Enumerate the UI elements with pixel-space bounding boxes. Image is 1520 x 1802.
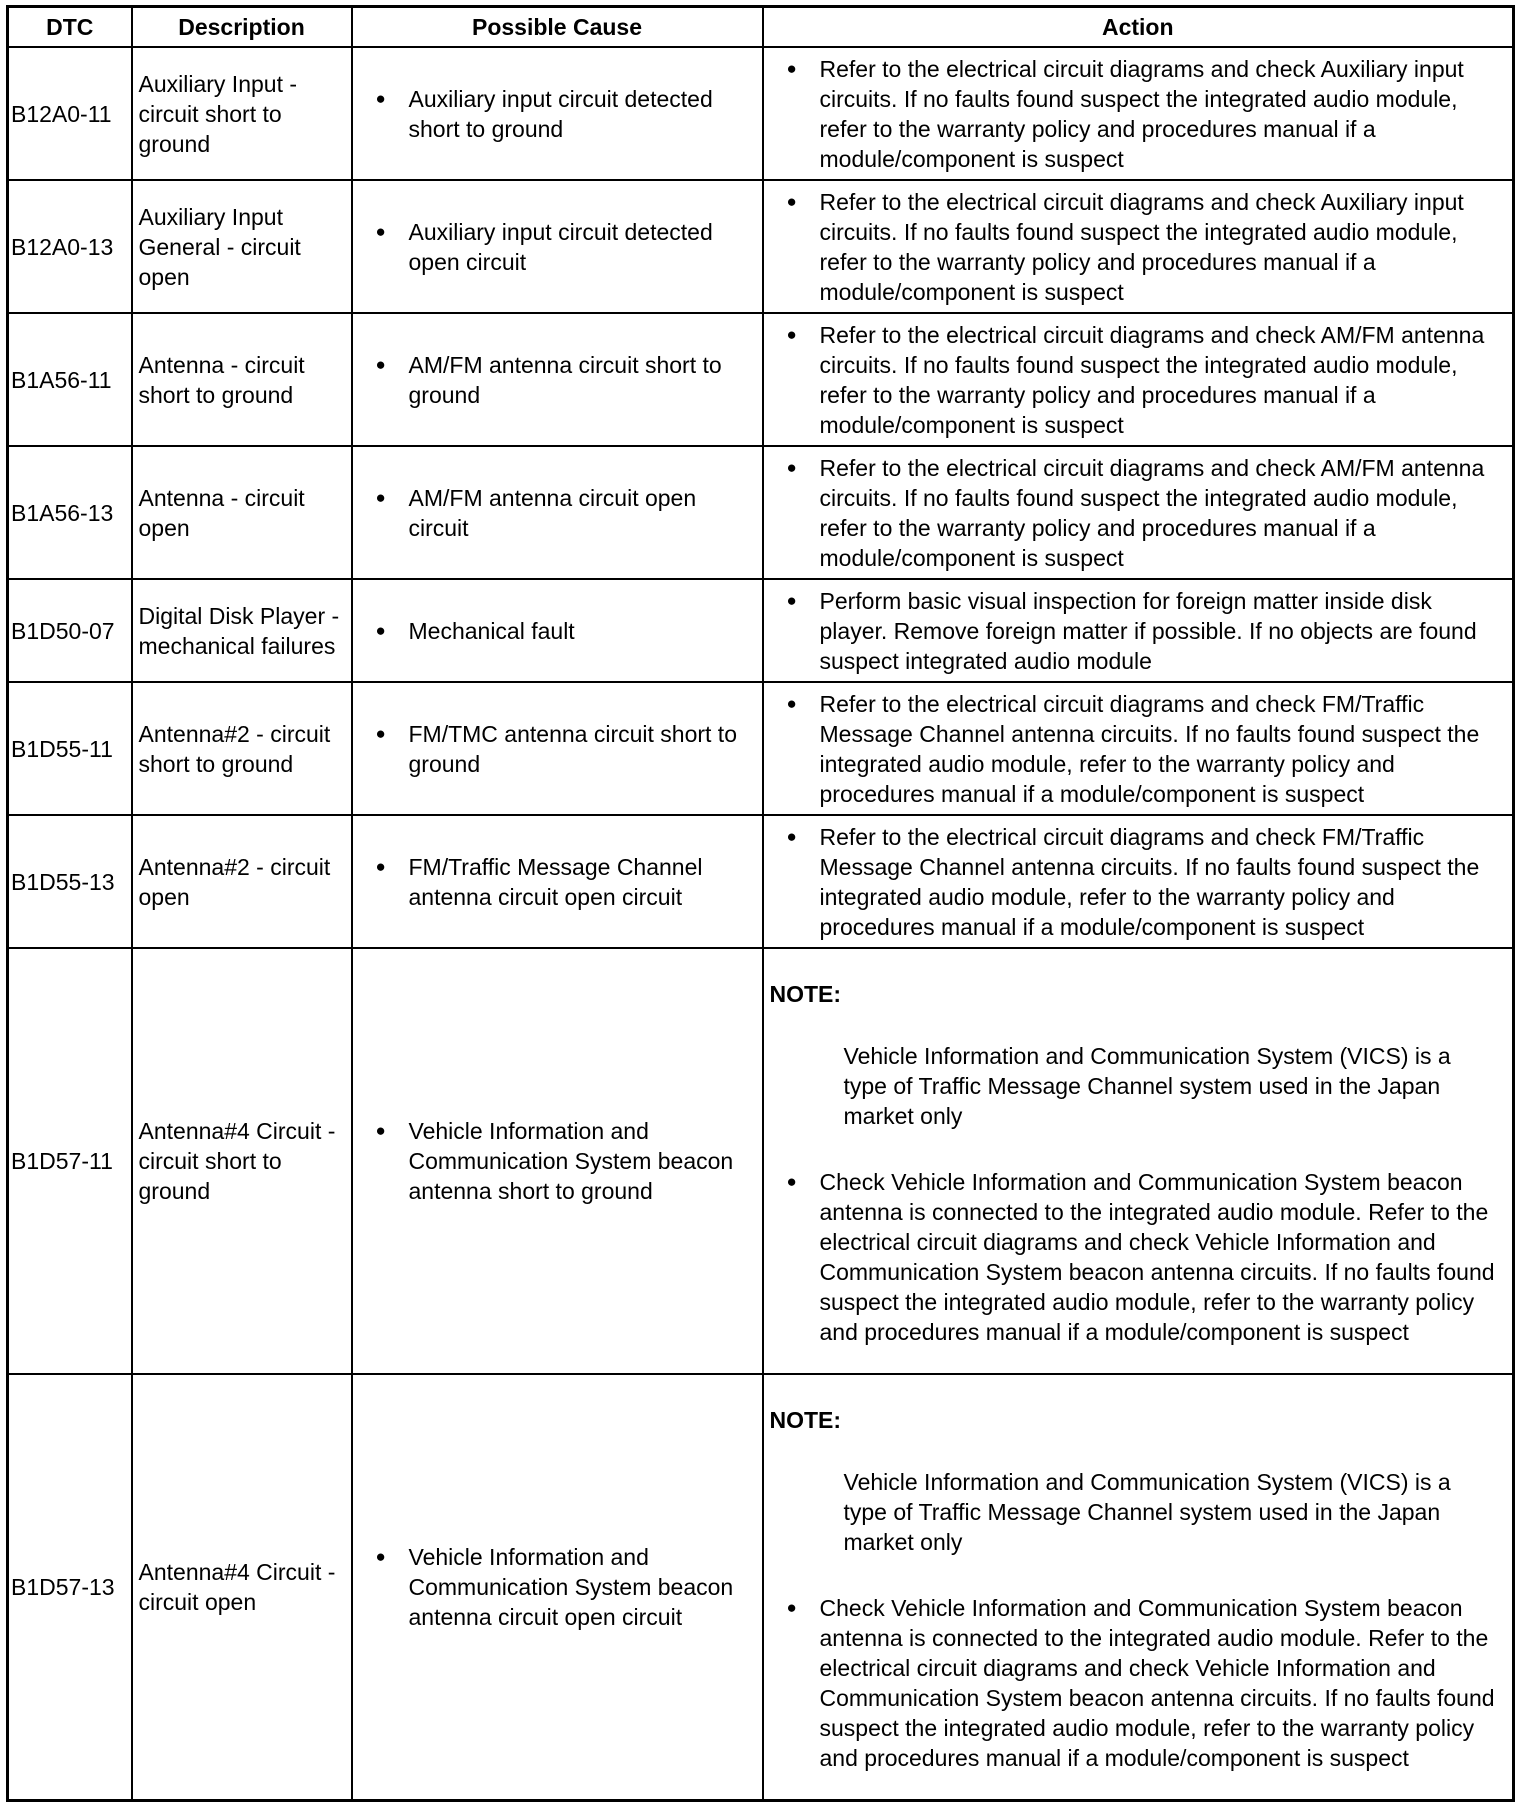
action-text: ● Refer to the electrical circuit diagrams and check FM/Traffic Message Channel antenna circuits. If no faults found suspect the integrated audio module, refer to the warranty policy and procedures manual if a module/component is suspect [770, 822, 1507, 942]
possible-cause: ● FM/Traffic Message Channel antenna circuit open circuit [359, 852, 756, 912]
dtc-code: B12A0-13 [8, 180, 132, 313]
table-row [8, 815, 1514, 948]
header-row [8, 7, 1514, 48]
dtc-table [6, 5, 1515, 1802]
dtc-code: B1D55-11 [8, 682, 132, 815]
action-cell [763, 180, 1514, 313]
possible-cause: ● Auxiliary input circuit detected short to ground [359, 84, 756, 144]
header-action: Action [763, 7, 1514, 48]
action-text: ● Check Vehicle Information and Communication System beacon antenna is connected to the integrated audio module. Refer to the electrical circuit diagrams and check Vehicle Information and Communication System beacon antenna circuits. If no faults found suspect the integrated audio module, refer to the warranty policy and procedures manual if a module/component is suspect [770, 1167, 1507, 1347]
note-text: Vehicle Information and Communication System (VICS) is a type of Traffic Message Channel system used in the Japan market only [843, 1468, 1451, 1555]
dtc-description: Antenna - circuit short to ground [132, 313, 352, 446]
dtc-code: B1D57-13 [8, 1374, 132, 1800]
dtc-code: B1A56-11 [8, 313, 132, 446]
action-cell [763, 579, 1514, 682]
possible-cause-cell [352, 948, 763, 1374]
dtc-description: Antenna#2 - circuit open [132, 815, 352, 948]
note-label: NOTE: [769, 981, 842, 1007]
possible-cause-cell [352, 815, 763, 948]
action-cell [763, 47, 1514, 180]
action-text: ● Refer to the electrical circuit diagrams and check AM/FM antenna circuits. If no faults found suspect the integrated audio module, refer to the warranty policy and procedures manual if a module/component is suspect [770, 320, 1507, 440]
possible-cause-cell [352, 47, 763, 180]
table-row [8, 579, 1514, 682]
table-row [8, 1374, 1514, 1800]
table-row [8, 47, 1514, 180]
dtc-description: Antenna#2 - circuit short to ground [132, 682, 352, 815]
action-cell [763, 446, 1514, 579]
action-cell [763, 1374, 1514, 1800]
possible-cause-cell [352, 313, 763, 446]
possible-cause: ● Vehicle Information and Communication System beacon antenna short to ground [359, 1116, 756, 1206]
possible-cause-cell [352, 682, 763, 815]
dtc-code: B1A56-13 [8, 446, 132, 579]
dtc-code: B1D55-13 [8, 815, 132, 948]
table-row [8, 682, 1514, 815]
action-text: ● Refer to the electrical circuit diagrams and check Auxiliary input circuits. If no faults found suspect the integrated audio module, refer to the warranty policy and procedures manual if a module/component is suspect [770, 187, 1507, 307]
note-text: Vehicle Information and Communication System (VICS) is a type of Traffic Message Channel system used in the Japan market only [843, 1043, 1451, 1129]
dtc-description: Antenna - circuit open [132, 446, 352, 579]
action-cell [763, 313, 1514, 446]
action-text: ● Refer to the electrical circuit diagrams and check Auxiliary input circuits. If no faults found suspect the integrated audio module, refer to the warranty policy and procedures manual if a module/component is suspect [770, 54, 1507, 174]
dtc-code: B12A0-11 [8, 47, 132, 180]
possible-cause: ● Auxiliary input circuit detected open circuit [359, 217, 756, 277]
dtc-description: Auxiliary Input - circuit short to ground [132, 47, 352, 180]
table-row [8, 948, 1514, 1374]
possible-cause-cell [352, 180, 763, 313]
dtc-code: B1D50-07 [8, 579, 132, 682]
action-text: ● Perform basic visual inspection for foreign matter inside disk player. Remove foreign matter if possible. If no objects are found suspect integrated audio module [770, 586, 1507, 676]
action-text: ● Check Vehicle Information and Communication System beacon antenna is connected to the integrated audio module. Refer to the electrical circuit diagrams and check Vehicle Information and Communication System beacon antenna circuits. If no faults found suspect the integrated audio module, refer to the warranty policy and procedures manual if a module/component is suspect [770, 1593, 1507, 1773]
header-possible-cause: Possible Cause [352, 7, 763, 48]
possible-cause: ● AM/FM antenna circuit open circuit [359, 483, 756, 543]
possible-cause: ● Mechanical fault [359, 616, 756, 646]
possible-cause-cell [352, 579, 763, 682]
possible-cause: ● AM/FM antenna circuit short to ground [359, 350, 756, 410]
header-description: Description [132, 7, 352, 48]
possible-cause: ● Vehicle Information and Communication System beacon antenna circuit open circuit [359, 1542, 756, 1632]
table-row [8, 180, 1514, 313]
possible-cause: ● FM/TMC antenna circuit short to ground [359, 719, 756, 779]
dtc-description: Digital Disk Player - mechanical failures [132, 579, 352, 682]
possible-cause-cell [352, 446, 763, 579]
note-label: NOTE: [769, 1406, 842, 1433]
possible-cause-cell [352, 1374, 763, 1800]
action-cell [763, 682, 1514, 815]
action-cell [763, 815, 1514, 948]
dtc-description: Antenna#4 Circuit - circuit open [132, 1374, 352, 1800]
dtc-description: Antenna#4 Circuit - circuit short to ground [132, 948, 352, 1374]
action-cell [763, 948, 1514, 1374]
dtc-description: Auxiliary Input General - circuit open [132, 180, 352, 313]
action-text: ● Refer to the electrical circuit diagrams and check FM/Traffic Message Channel antenna circuits. If no faults found suspect the integrated audio module, refer to the warranty policy and procedures manual if a module/component is suspect [770, 689, 1507, 809]
table-row [8, 446, 1514, 579]
action-text: ● Refer to the electrical circuit diagrams and check AM/FM antenna circuits. If no faults found suspect the integrated audio module, refer to the warranty policy and procedures manual if a module/component is suspect [770, 453, 1507, 573]
header-dtc: DTC [8, 7, 132, 48]
table-row [8, 313, 1514, 446]
dtc-code: B1D57-11 [8, 948, 132, 1374]
